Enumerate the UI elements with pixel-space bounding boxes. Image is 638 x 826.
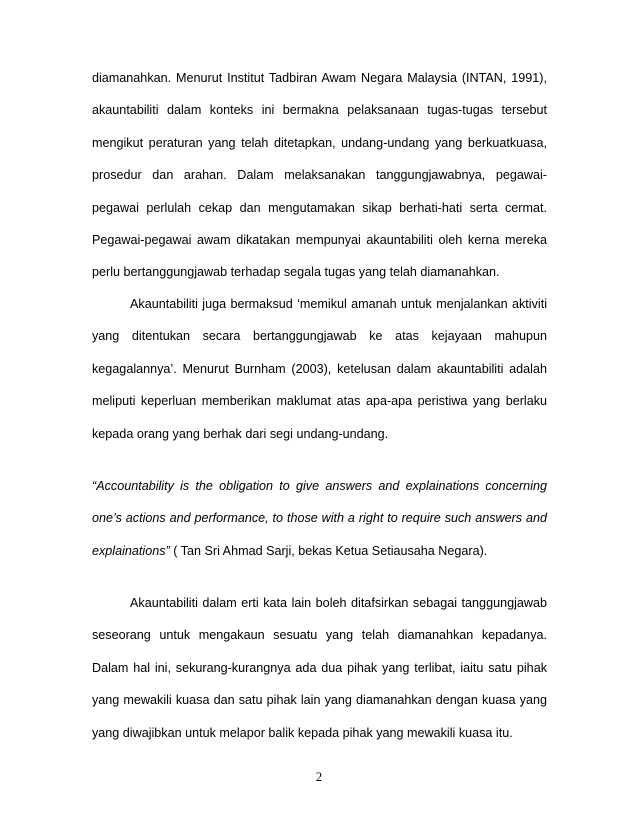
text-line: kegagalannya’. Menurut Burnham (2003), ketelusan dalam akauntabiliti adalah [92, 361, 547, 376]
text-line: Akauntabiliti juga bermaksud ‘memikul amanah untuk menjalankan aktiviti [130, 297, 547, 311]
text-line: kepada orang yang berhak dari segi undang-undang. [92, 426, 389, 441]
quote-line-attribution [92, 535, 547, 567]
text-line: yang diwajibkan untuk melapor balik kepada pihak yang mewakili kuasa itu. [92, 725, 513, 740]
text-line: Pegawai-pegawai awam dikatakan mempunyai akauntabiliti oleh kerna mereka [92, 232, 547, 247]
paragraph-3 [92, 587, 547, 749]
text-line: mengikut peraturan yang telah ditetapkan, undang-undang yang berkuatkuasa, [92, 135, 547, 150]
text-line: Akauntabiliti dalam erti kata lain boleh ditafsirkan sebagai tanggungjawab [130, 596, 547, 610]
paragraph-1 [92, 62, 547, 289]
text-line: yang ditentukan secara bertanggungjawab ke atas kejayaan mahupun [92, 329, 547, 344]
text-line: Dalam hal ini, sekurang-kurangnya ada dua pihak yang terlibat, iaitu satu pihak [92, 660, 547, 675]
text-line: prosedur dan arahan. Dalam melaksanakan tanggungjawabnya, pegawai- [92, 168, 547, 183]
quotation [92, 470, 547, 567]
text-line: pegawai perlulah cekap dan mengutamakan sikap berhati-hati serta cermat. [92, 200, 547, 215]
text-line: perlu bertanggungjawab terhadap segala tugas yang telah diamanahkan. [92, 265, 500, 280]
quote-line: “Accountability is the obligation to give answers and explainations concerning [92, 479, 547, 493]
quote-line: one’s actions and performance, to those with a right to require such answers and [92, 511, 547, 526]
paragraph-2 [92, 288, 547, 450]
quote-attribution: ( Tan Sri Ahmad Sarji, bekas Ketua Setiausaha Negara). [169, 543, 488, 558]
text-line: meliputi keperluan memberikan maklumat atas apa-apa peristiwa yang berlaku [92, 394, 547, 409]
text-line: diamanahkan. Menurut Institut Tadbiran Awam Negara Malaysia (INTAN, 1991), [92, 71, 547, 85]
text-line: akauntabiliti dalam konteks ini bermakna pelaksanaan tugas-tugas tersebut [92, 103, 547, 118]
text-line: yang mewakili kuasa dan satu pihak lain yang diamanahkan dengan kuasa yang [92, 693, 547, 708]
page-number: 2 [315, 770, 323, 784]
quote-end: explainations” [92, 543, 170, 558]
text-line: seseorang untuk mengakaun sesuatu yang telah diamanahkan kepadanya. [92, 628, 547, 643]
